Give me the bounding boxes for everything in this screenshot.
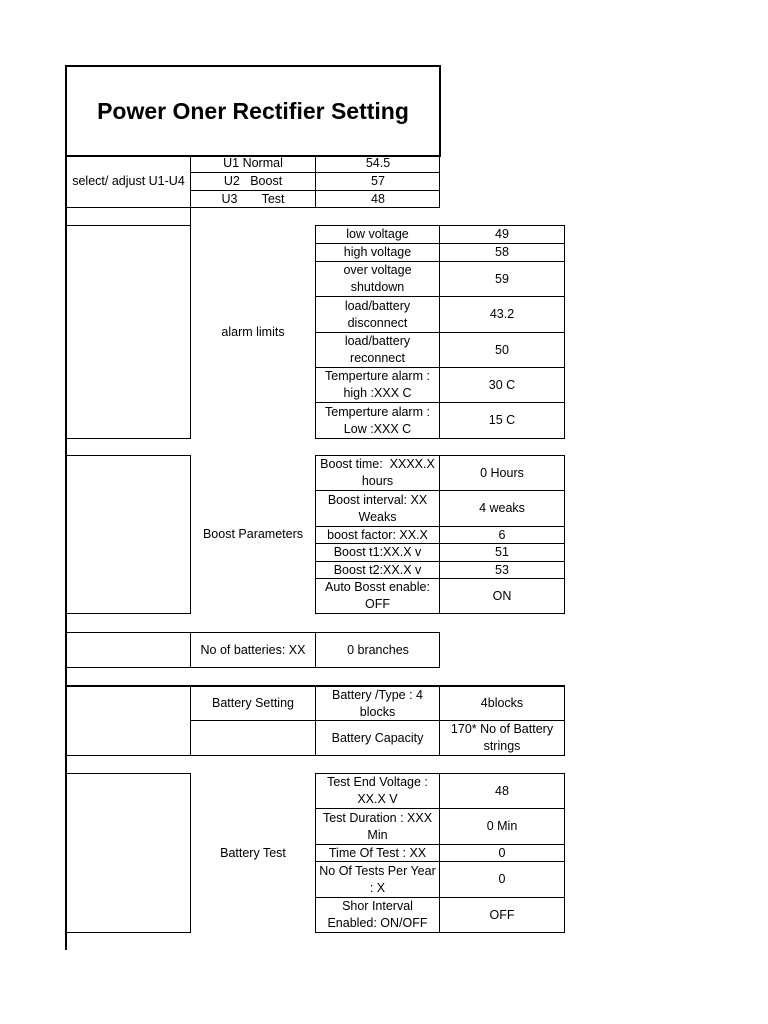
battery-test-value: 0 (498, 872, 506, 886)
boost-value: 4 weaks (479, 501, 525, 515)
boost-block (65, 455, 191, 614)
alarm-name: low voltage (346, 227, 409, 241)
alarm-block (65, 225, 191, 439)
battery-test-value: 0 Min (486, 819, 518, 833)
battery-test-value: 0 (498, 845, 506, 860)
boost-name: boost factor: XX.X (327, 527, 428, 542)
battery-test-block (65, 773, 191, 933)
battery-setting-label: Battery Setting (212, 696, 294, 710)
select-value-u1: 54.5 (365, 156, 391, 170)
alarm-value: 50 (495, 342, 509, 357)
battery-test-value: 48 (495, 783, 509, 798)
boost-name: Boost time: XXXX.X hours (320, 457, 439, 488)
battery-test-value: OFF (489, 907, 515, 922)
boost-value: 51 (495, 545, 509, 559)
alarm-name: load/battery reconnect (344, 334, 411, 365)
select-value-u3: 48 (371, 192, 385, 206)
batteries-label: No of batteries: XX (200, 642, 306, 657)
boost-name: Boost t1:XX.X v (333, 545, 422, 559)
select-name-u3: U3 Test (221, 192, 285, 206)
boost-value: 0 Hours (480, 465, 524, 480)
boost-name: Auto Bosst enable: OFF (325, 580, 430, 611)
alarm-value: 43.2 (489, 307, 515, 321)
alarm-value: 30 C (488, 377, 516, 392)
select-name-u1: U1 Normal (223, 156, 283, 170)
battery-test-name: No Of Tests Per Year : X (319, 863, 436, 895)
alarm-name: over voltage shutdown (343, 263, 412, 294)
alarm-value: 15 C (488, 413, 516, 427)
battery-setting-name: Battery Capacity (331, 730, 424, 745)
battery-test-name: Shor Interval Enabled: ON/OFF (327, 899, 428, 930)
boost-value: 6 (498, 527, 506, 542)
battery-test-name: Test End Voltage : XX.X V (327, 775, 428, 806)
batteries-value: 0 branches (347, 642, 409, 657)
divider (190, 455, 191, 614)
alarm-name: load/battery disconnect (344, 298, 411, 330)
divider (190, 225, 191, 439)
page-title: Power Oner Rectifier Setting (97, 97, 409, 124)
select-label: select/ adjust U1-U4 (72, 174, 185, 188)
boost-value: ON (492, 588, 512, 603)
divider (190, 773, 191, 933)
battery-test-name: Time Of Test : XX (328, 845, 427, 860)
alarm-name: Temperture alarm : high :XXX C (325, 369, 430, 400)
select-name-u2: U2 Boost (223, 174, 283, 188)
battery-setting-value: 170* No of Battery strings (450, 722, 554, 753)
alarm-label: alarm limits (221, 324, 285, 339)
battery-test-name: Test Duration : XXX Min (322, 810, 433, 842)
boost-name: Boost t2:XX.X v (333, 562, 422, 577)
battery-setting-value: 4blocks (480, 696, 524, 710)
boost-name: Boost interval: XX Weaks (327, 492, 428, 524)
alarm-name: Temperture alarm : Low :XXX C (325, 404, 430, 436)
boost-value: 53 (495, 562, 509, 577)
divider (190, 208, 191, 226)
alarm-value: 58 (495, 245, 509, 259)
alarm-value: 49 (495, 227, 509, 241)
alarm-value: 59 (495, 271, 509, 286)
alarm-name: high voltage (343, 245, 412, 259)
select-value-u2: 57 (371, 174, 385, 188)
boost-label: Boost Parameters (202, 527, 304, 541)
battery-test-label: Battery Test (220, 845, 286, 860)
battery-setting-name: Battery /Type : 4 blocks (331, 687, 423, 719)
